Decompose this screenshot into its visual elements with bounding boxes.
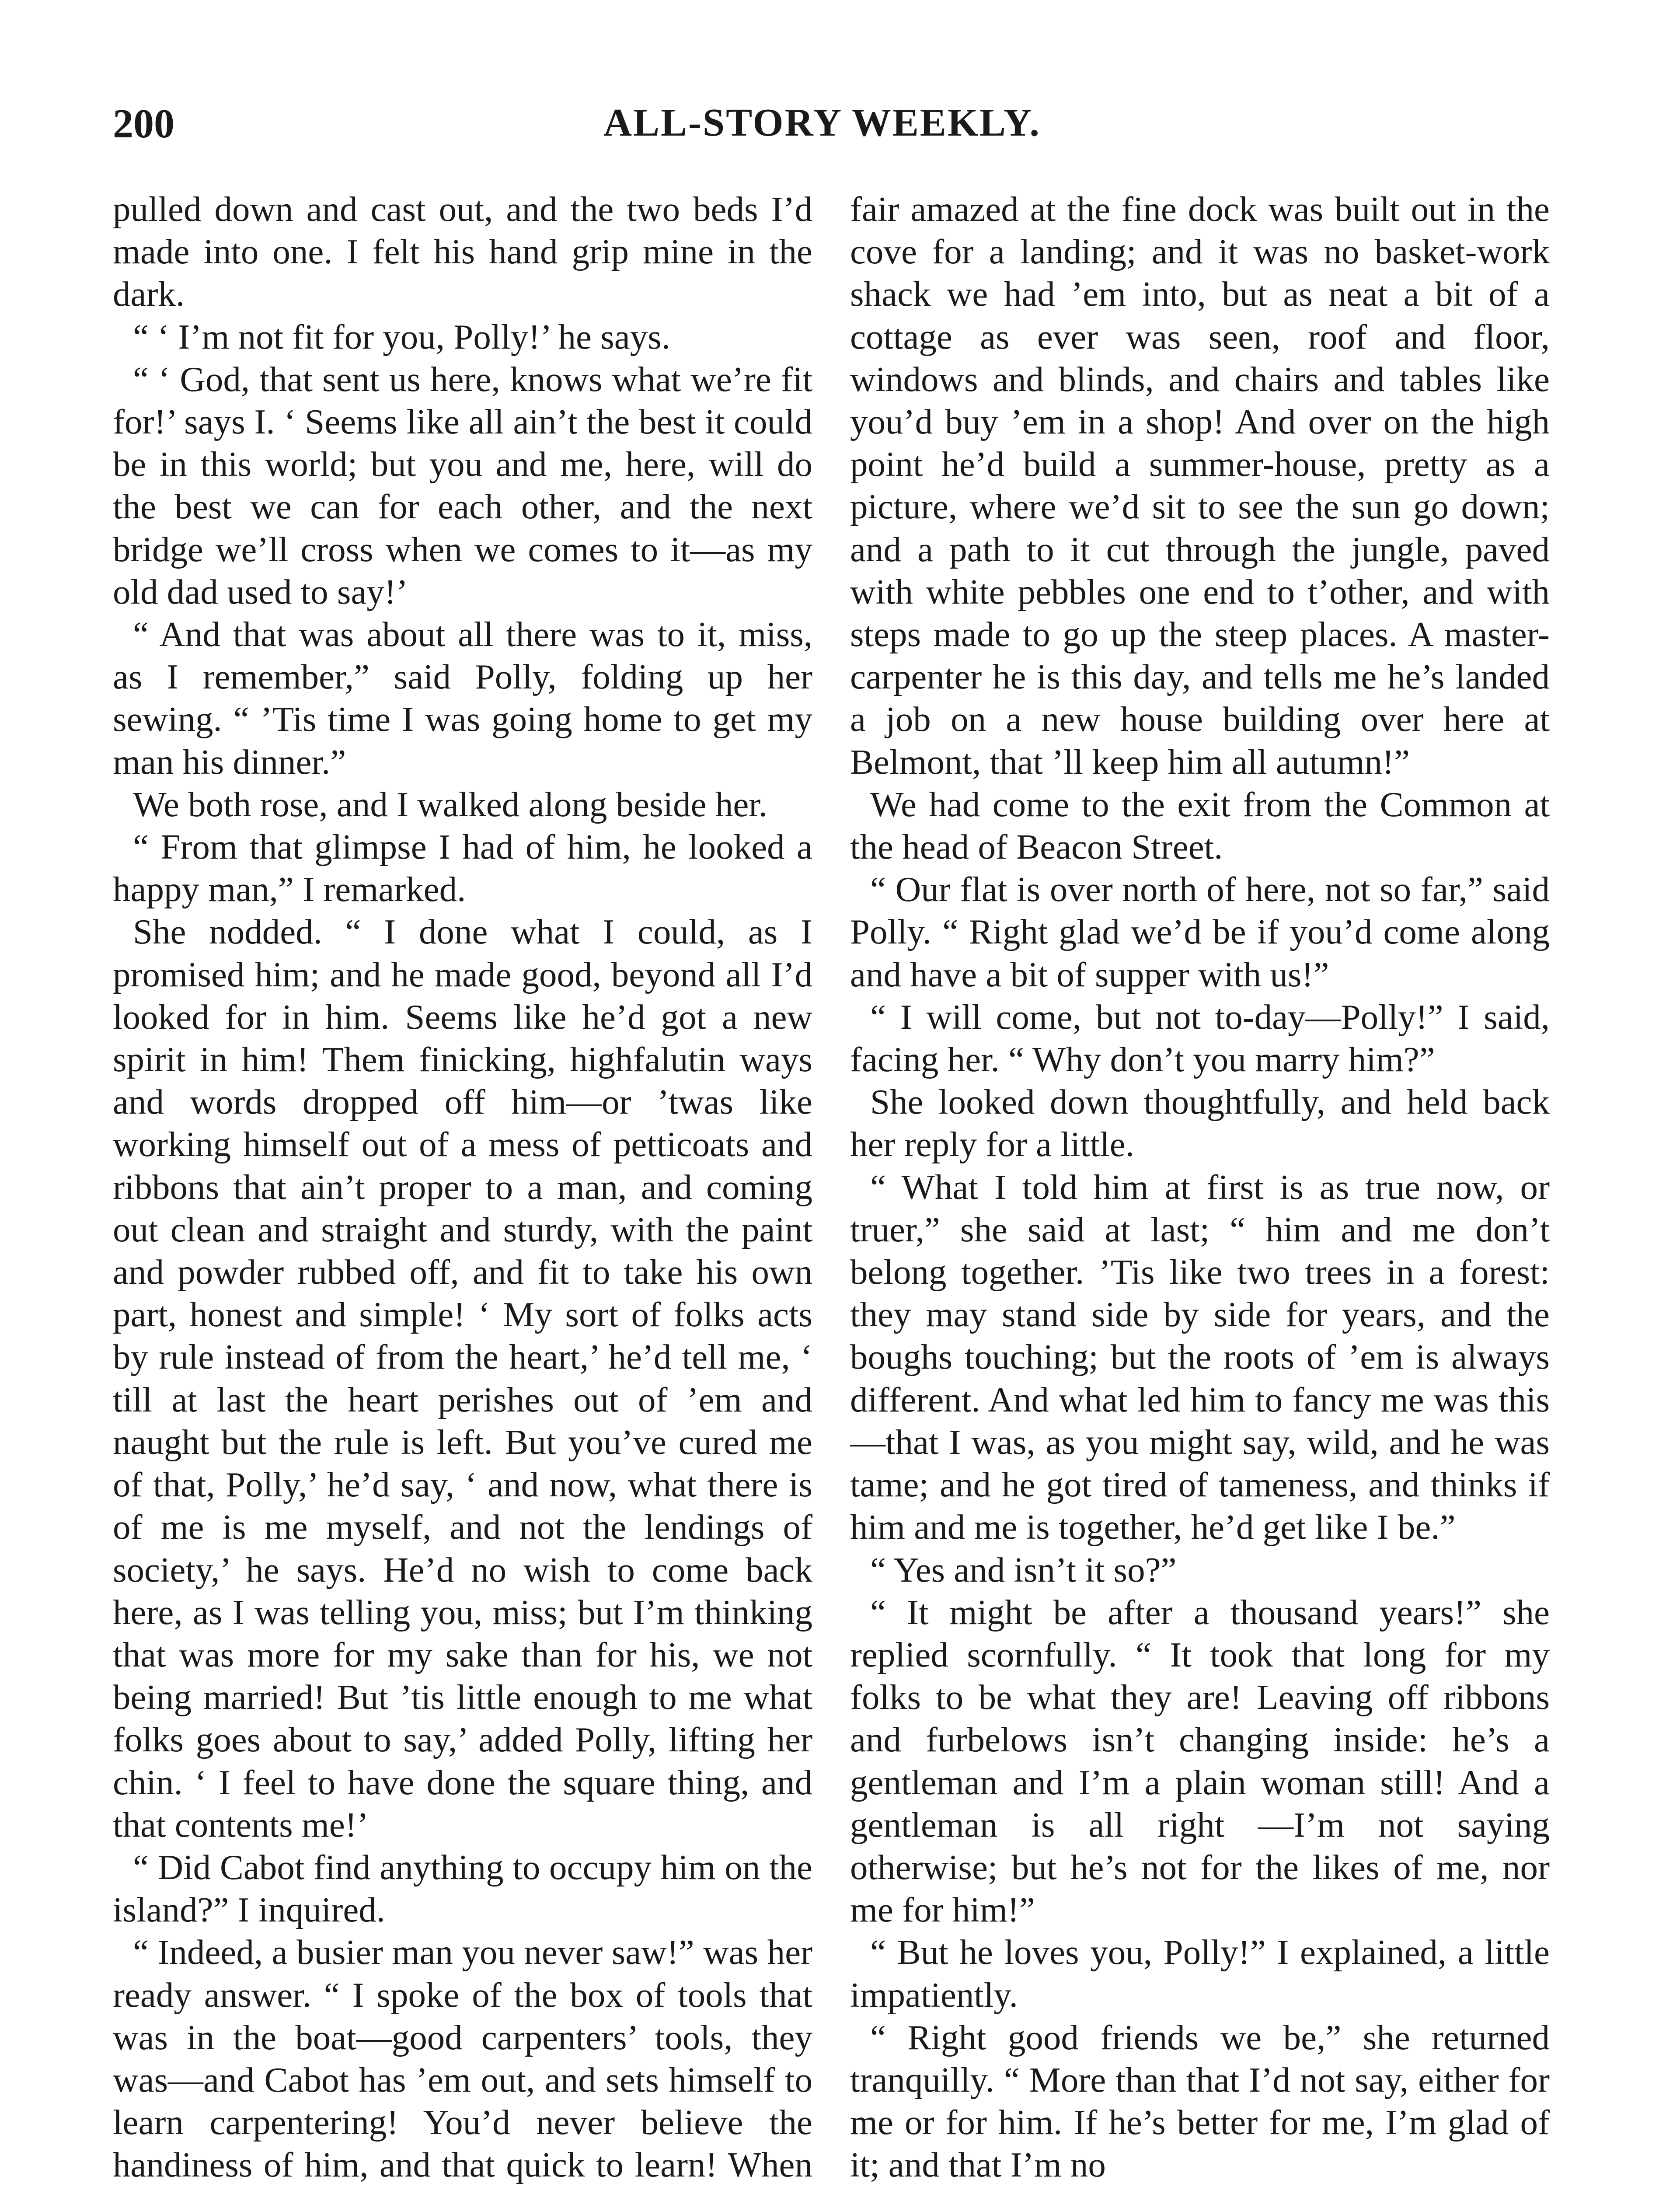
paragraph: She nodded. “ I done what I could, as I promised him; and he made good, beyond all I’d looked for in him. Seems like he’d got a new spirit in him! Them finicking, highfalutin ways and words dropped off him—or ’twas like working himself out of a mess of petticoats and ribbons that ain’t proper to a man, and coming out clean and straight and sturdy, with the paint and powder rubbed off, and fit to take his own part, honest and simple! ‘ My sort of folks acts by rule instead of from the heart,’ he’d tell me, ‘ till at last the heart perishes out of ’em and naught but the rule is left. But you’ve cured me of that, Polly,’ he’d say, ‘ and now, what there is of me is me myself, and not the lendings of society,’ he says. He’d no wish to come back here, as I was telling you, miss; but I’m thinking that was more for my sake than for his, we not being married! But ’tis little enough to me what folks goes about to say,’ added Polly, lifting her chin. ‘ I feel to have done the square thing, and that contents me!’ [113, 912, 812, 1845]
paragraph: We had come to the exit from the Common at the head of Beacon Street. [850, 784, 1550, 867]
paragraph: “ I will come, but not to-day—Polly!” I said, facing her. “ Why don’t you marry him?” [850, 997, 1550, 1080]
paragraph: “ But he loves you, Polly!” I explained, a little impatiently. [850, 1932, 1550, 2015]
paragraph: “ ‘ I’m not fit for you, Polly!’ he says. [133, 317, 671, 356]
right-column [850, 188, 1550, 2187]
paragraph: “ Indeed, a busier man you never saw!” was her ready answer. “ I spoke of the box of tools that was in the boat—good carpenters’ tools, they was—and Cabot has ’em out, and sets himself to learn carpentering! You’d never believe the handiness of him, and that quick to learn! When [113, 1932, 812, 2185]
paragraph: We both rose, and I walked along beside her. [133, 784, 768, 824]
paragraph: “ It might be after a thousand years!” she replied scornfully. “ It took that long for my folks to be what they are! Leaving off ribbons and furbelows isn’t changing inside: he’s a gentleman and I’m a plain woman still! And a gentleman is all right —I’m not saying otherwise; but he’s not for the likes of me, nor me for him!” [850, 1592, 1550, 1930]
paragraph: She looked down thoughtfully, and held back her reply for a little. [850, 1082, 1550, 1164]
left-column [113, 188, 812, 2187]
paragraph: “ From that glimpse I had of him, he looked a happy man,” I remarked. [113, 827, 812, 909]
paragraph: “ And that was about all there was to it, miss, as I remember,” said Polly, folding up her sewing. “ ’Tis time I was going home to get my man his dinner.” [113, 615, 812, 782]
paragraph: “ Our flat is over north of here, not so far,” said Polly. “ Right glad we’d be if you’d come along and have a bit of supper with us!” [850, 870, 1550, 994]
page-number: 200 [113, 101, 174, 147]
paragraph: “ ‘ God, that sent us here, knows what we’re fit for!’ says I. ‘ Seems like all ain’t the best it could be in this world; but you and me, here, will do the best we can for each other, and the next bridge we’ll cross when we comes to it—as my old dad used to say!’ [113, 359, 812, 611]
running-head: ALL-STORY WEEKLY. [603, 101, 1041, 144]
paragraph: “ What I told him at first is as true now, or truer,” she said at last; “ him and me don’t belong together. ’Tis like two trees in a forest: they may stand side by side for years, and the boughs touching; but the roots of ’em is always different. And what led him to fancy me was this—that I was, as you might say, wild, and he was tame; and he got tired of tameness, and thinks if him and me is together, he’d get like I be.” [850, 1167, 1550, 1547]
paragraph: “ Yes and isn’t it so?” [870, 1550, 1177, 1590]
paragraph: fair amazed at the fine dock was built out in the cove for a landing; and it was no basket-work shack we had ’em into, but as neat a bit of a cottage as ever was seen, roof and floor, windows and blinds, and chairs and tables like you’d buy ’em in a shop! And over on the high point he’d build a summer-house, pretty as a picture, where we’d sit to see the sun go down; and a path to it cut through the jungle, paved with white pebbles one end to t’other, and with steps made to go up the steep places. A master-carpenter he is this day, and tells me he’s landed a job on a new house building over here at Belmont, that ’ll keep him all autumn!” [850, 189, 1550, 782]
paragraph: “ Did Cabot find anything to occupy him on the island?” I inquired. [113, 1847, 812, 1930]
paragraph: pulled down and cast out, and the two beds I’d made into one. I felt his hand grip mine in the dark. [113, 189, 812, 314]
paragraph: “ Right good friends we be,” she returned tranquilly. “ More than that I’d not say, either for me or for him. If he’s better for me, I’m glad of it; and that I’m no [850, 2017, 1550, 2185]
